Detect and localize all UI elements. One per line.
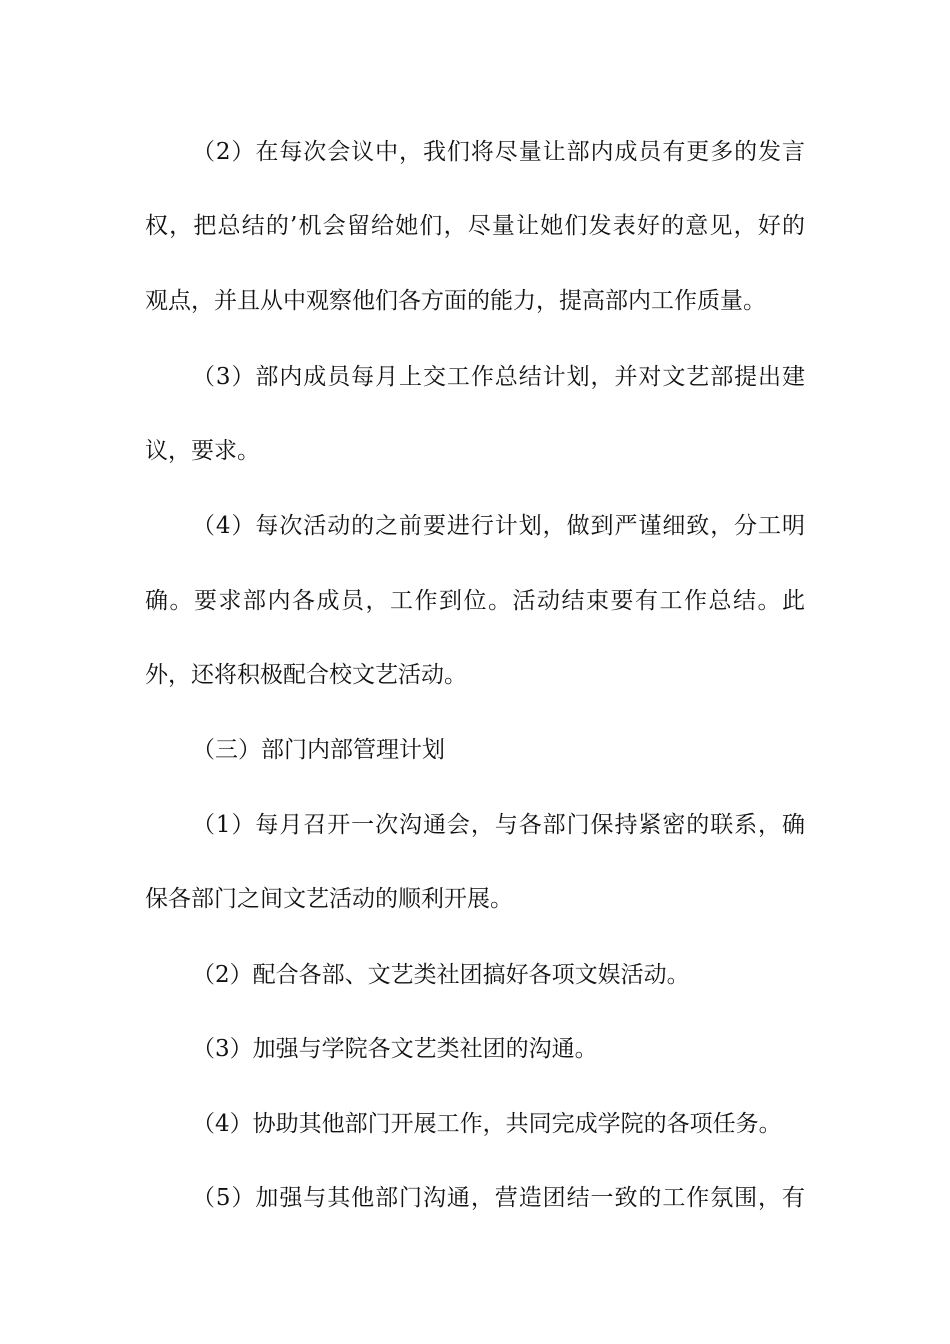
item-1-line-2: 保各部门之间文艺活动的顺利开展。 <box>145 886 513 912</box>
paragraph-2-line-2: 权，把总结的’机会留给她们，尽量让她们发表好的意见，好的 <box>145 213 805 239</box>
item-4: （4）协助其他部门开展工作，共同完成学院的各项任务。 <box>192 1111 782 1137</box>
paragraph-3-line-1: （3）部内成员每月上交工作总结计划，并对文艺部提出建 <box>192 364 805 390</box>
item-3: （3）加强与学院各文艺类社团的沟通。 <box>192 1036 598 1062</box>
paragraph-2-line-3: 观点，并且从中观察他们各方面的能力，提高部内工作质量。 <box>145 288 766 314</box>
item-2: （2）配合各部、文艺类社团搞好各项文娱活动。 <box>192 962 690 988</box>
paragraph-4-line-1: （4）每次活动的之前要进行计划，做到严谨细致，分工明 <box>192 513 805 539</box>
item-1-line-1: （1）每月召开一次沟通会，与各部门保持紧密的联系，确 <box>192 812 805 838</box>
paragraph-4-line-2: 确。要求部内各成员，工作到位。活动结束要有工作总结。此 <box>145 588 805 614</box>
paragraph-2-line-1: （2）在每次会议中，我们将尽量让部内成员有更多的发言 <box>192 139 805 165</box>
paragraph-3-line-2: 议，要求。 <box>145 438 260 464</box>
section-heading: （三）部门内部管理计划 <box>192 737 445 763</box>
paragraph-4-line-3: 外，还将积极配合校文艺活动。 <box>145 662 467 688</box>
item-5-line-1: （5）加强与其他部门沟通，营造团结一致的工作氛围，有 <box>192 1185 805 1211</box>
